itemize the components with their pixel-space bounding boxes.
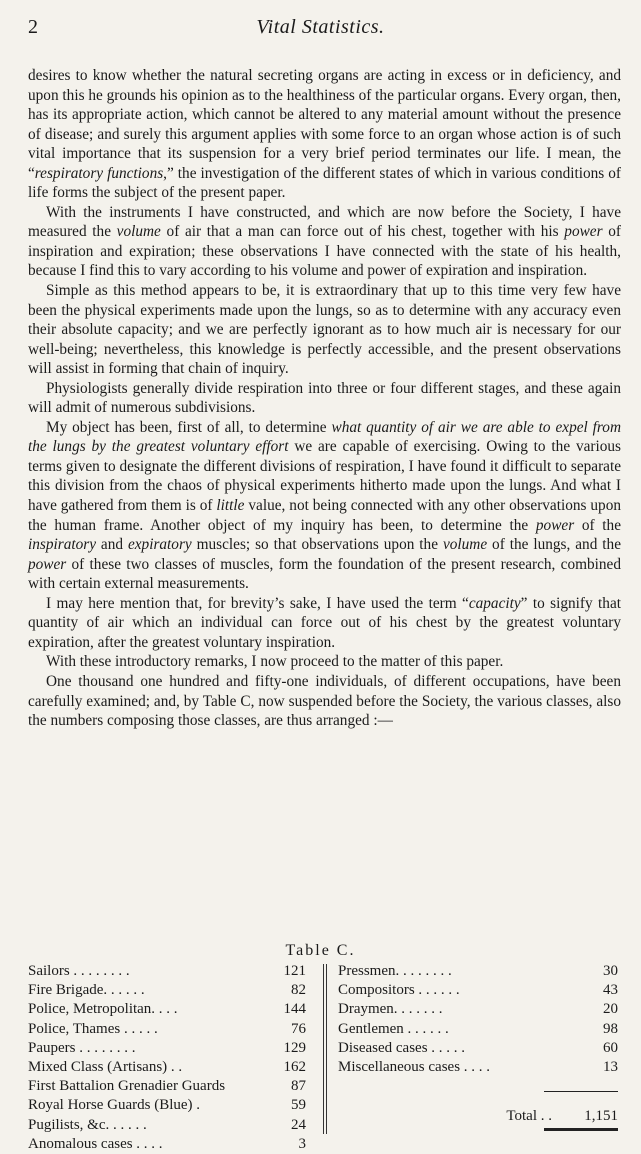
table-right-column [338, 962, 618, 1132]
total-rule [544, 1128, 618, 1131]
text-run: muscles; so that observations upon the [191, 536, 443, 554]
table-row [28, 981, 306, 1000]
paragraph-6 [28, 594, 621, 653]
table-spacer [338, 1077, 618, 1083]
table-row [338, 981, 618, 1000]
paragraph-4: Physiologists generally divide respiration into three or four different stages, and these again will admit of numerous subdivisions. [28, 379, 621, 417]
row-value: 162 [283, 1058, 306, 1075]
table-spacer [338, 1126, 618, 1132]
row-label: Police, Thames . . . . . [28, 1020, 158, 1037]
table-row [28, 1077, 306, 1096]
row-label: Pugilists, &c. . . . . . [28, 1116, 147, 1133]
table-row [28, 1135, 306, 1154]
sum-rule [544, 1091, 618, 1092]
total-value: 1,151 [584, 1108, 618, 1125]
text-run: of inspiration and expiration; these observations I have connected with the state of his health, because I find this to vary according to his volume and power of expiration and inspiration. [28, 223, 621, 280]
table-row [338, 1020, 618, 1039]
table-caption: Table C. [285, 942, 356, 959]
text-run: My object has been, first of all, to determine [46, 418, 332, 436]
emphasis: respiratory functions [34, 164, 164, 182]
text-run: I may here mention that, for brevity’s sake, I have used the term “ [46, 594, 469, 612]
paragraph-8: One thousand one hundred and fifty-one individuals, of different occupations, have been carefully examined; and, by Table C, now suspended before the Society, the various classes, also the numbers composing those classes, are thus arranged :— [28, 672, 621, 730]
row-value: 129 [283, 1039, 306, 1056]
row-label: Royal Horse Guards (Blue) . [28, 1097, 201, 1114]
row-value: 121 [283, 963, 306, 979]
table-row [28, 1096, 306, 1115]
row-value: 98 [603, 1020, 618, 1037]
row-label: Fire Brigade. . . . . . [28, 982, 145, 999]
page-header [28, 16, 613, 42]
column-divider [323, 964, 327, 1134]
emphasis: power [28, 555, 67, 573]
table-row [28, 1116, 306, 1135]
paragraph-2 [28, 203, 621, 281]
row-value: 20 [603, 1001, 618, 1018]
row-value: 13 [603, 1058, 618, 1075]
emphasis: power [564, 223, 603, 241]
text-run: With the instruments I have constructed, and which are now before the Society, I have measured the [28, 203, 621, 241]
row-label: Gentlemen . . . . . . [338, 1020, 449, 1037]
table-row [28, 962, 306, 981]
emphasis: what quantity of air we are able to expel from the lungs by the greatest voluntary effort [28, 418, 622, 456]
emphasis: volume [116, 223, 161, 241]
table-row [338, 1000, 618, 1019]
row-label: Sailors . . . . . . . . [28, 963, 130, 979]
text-run: of air that a man can force out of his chest, together with his [160, 223, 565, 241]
row-value: 3 [298, 1135, 306, 1152]
table-row [28, 1039, 306, 1058]
text-run: ,” the investigation of the different states of which in various conditions of life forms the subject of the present paper. [28, 164, 621, 202]
row-label: First Battalion Grenadier Guards [28, 1078, 226, 1095]
page-number: 2 [28, 16, 38, 38]
text-run: of the lungs, and the [487, 536, 621, 554]
emphasis: capacity [468, 594, 521, 612]
row-label: Paupers . . . . . . . . [28, 1039, 136, 1056]
paragraph-3: Simple as this method appears to be, it is extraordinary that up to this time very few have been the physical experiments made upon the lungs, so as to determine with any accuracy even their absolute capacity; and we are perfectly ignorant as to how much air is necessary for our well-being; nevertheless, this knowledge is perfectly accessible, and the present observations will assist in forming that chain of inquiry. [28, 282, 621, 378]
text-run: of these two classes of muscles, form the foundation of the present research, combined with certain external measurements. [28, 555, 621, 593]
table-row [338, 962, 618, 981]
paragraph-1 [28, 66, 621, 203]
row-label: Police, Metropolitan. . . . [28, 1001, 178, 1018]
row-value: 24 [291, 1116, 306, 1133]
table-row [28, 1058, 306, 1077]
row-value: 60 [603, 1039, 618, 1056]
row-value: 43 [603, 982, 618, 999]
row-label: Diseased cases . . . . . [338, 1039, 466, 1056]
row-label: Draymen. . . . . . . [338, 1001, 443, 1018]
text-run: value, not being connected with any other observations upon the human frame. Another object of my inquiry has been, to determine the [28, 497, 621, 534]
table-left-column [28, 962, 306, 1154]
paragraph-5 [28, 418, 621, 594]
text-run: we are capable of exercising. Owing to the various terms given to designate the different divisions of respiration, I have found it difficult to separate this division from the chaos of physical experiments hitherto made upon the lungs. And what I have gathered from them is of [28, 438, 621, 515]
row-value: 144 [283, 1001, 306, 1018]
emphasis: expiratory [127, 536, 192, 554]
row-label: Anomalous cases . . . . [28, 1135, 163, 1152]
table-row [28, 1020, 306, 1039]
row-value: 76 [291, 1020, 306, 1037]
row-value: 87 [291, 1078, 306, 1095]
emphasis: little [216, 497, 245, 515]
running-title: Vital Statistics. [256, 16, 385, 38]
row-value: 82 [291, 982, 306, 999]
emphasis: volume [442, 536, 488, 554]
text-run: of the [574, 516, 621, 534]
row-label: Pressmen. . . . . . . . [338, 963, 452, 979]
body-text [28, 66, 621, 731]
emphasis: power [535, 516, 575, 534]
text-run: and [96, 536, 128, 554]
total-label: Total . . [506, 1108, 552, 1125]
text-run: desires to know whether the natural secreting organs are acting in excess or in deficiency, and upon this he grounds his opinion as to the healthiness of the particular organs. Every organ, then, has its appropriate action, which cannot be altered to any material amount without the presence of disease; and surely this argument applies with some force to an organ whose action is of such vital importance that its suspension for a very brief period terminates our life. I mean, the “ [28, 67, 621, 182]
emphasis: inspiratory [28, 536, 96, 554]
row-value: 59 [291, 1097, 306, 1114]
table-row [28, 1000, 306, 1019]
row-label: Compositors . . . . . . [338, 982, 460, 999]
table-row [338, 1058, 618, 1077]
row-label: Miscellaneous cases . . . . [338, 1058, 491, 1075]
text-run: ” to signify that quantity of air which an individual can force out of his chest by the greatest voluntary expiration, after the greatest voluntary inspiration. [28, 594, 621, 651]
row-label: Mixed Class (Artisans) . . [28, 1058, 183, 1075]
table-row [338, 1039, 618, 1058]
total-row [338, 1107, 618, 1126]
paragraph-7: With these introductory remarks, I now proceed to the matter of this paper. [46, 653, 504, 671]
row-value: 30 [603, 963, 618, 979]
